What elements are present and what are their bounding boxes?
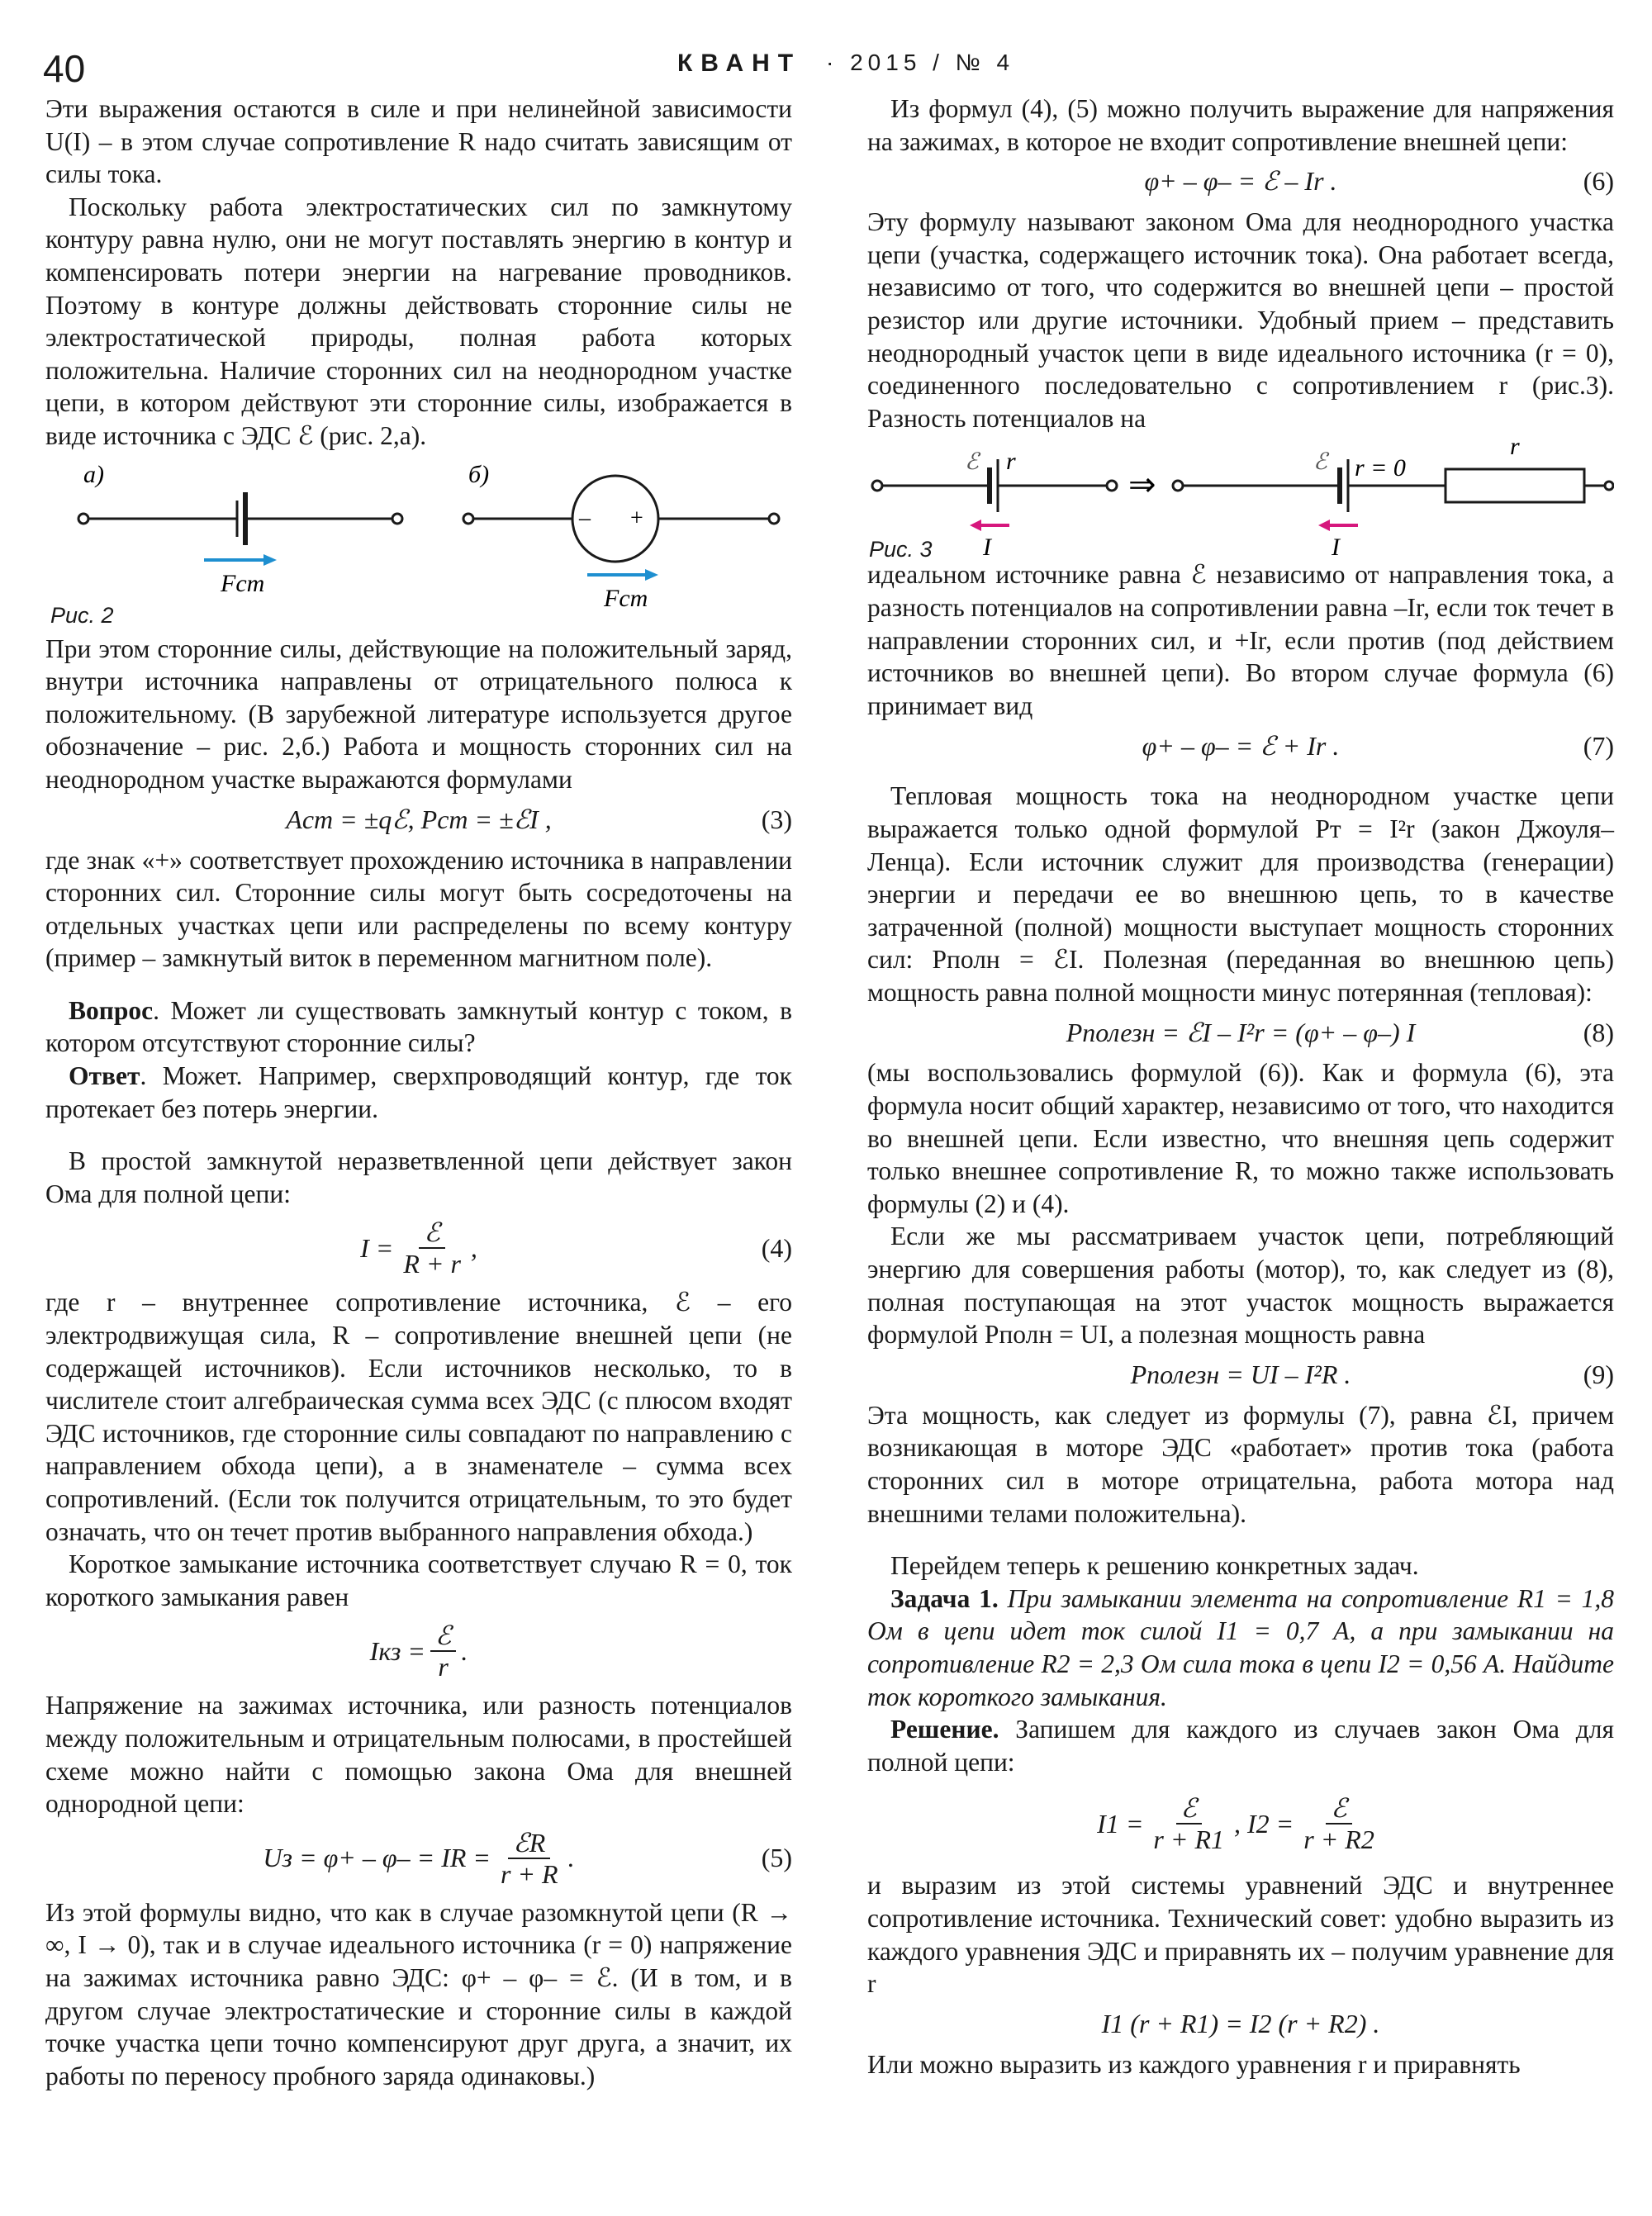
magazine-title: КВАНТ <box>677 50 802 77</box>
terminal <box>1107 481 1117 491</box>
figure-2 <box>45 453 792 633</box>
solution: Решение. Запишем для каждого из случаев закон Ома для полной цепи: <box>867 1715 1614 1777</box>
figure-2-diagram <box>45 453 792 633</box>
paragraph: идеальном источнике равна ℰ независимо от направления тока, а разность потенциалов на сопротивлении равна –Ir, если ток течет в направлении сторонних сил, и +Ir, если против (под действием источников во внешней цепи). Во втором случае формула (6) принимает вид <box>867 560 1614 720</box>
paragraph: Тепловая мощность тока на неоднородном участке цепи выражается только одной формулой Pт = I²r (закон Джоуля–Ленца). Если источник служит для производства (генерации) энергии и передачи ее во внешнюю цепь, то в качестве затраченной (полной) мощности выступает мощность сторонних сил: Pполн = ℰI. Полезная (переданная во внешнюю цепь) мощность равна полной мощности минус потерянная (тепловая): <box>867 781 1614 1007</box>
answer: Ответ. Может. Например, сверхпроводящий контур, где ток протекает без потерь энергии. <box>45 1061 792 1123</box>
issue-label: · 2015 / № 4 <box>826 50 1015 75</box>
source-minus: – <box>579 505 591 531</box>
task-1: Задача 1. При замыкании элемента на сопротивление R1 = 1,8 Ом в цепи идет ток силой I1 = 0,7 А, а при замыкании на сопротивление R2 = 2,3 Ом сила тока в цепи I2 = 0,56 А. Найдите ток короткого замыкания. <box>867 1583 1614 1711</box>
force-label-b: Fст <box>604 584 648 612</box>
fig2-caption: Рис. 2 <box>50 602 114 628</box>
terminal <box>392 514 402 524</box>
terminal <box>463 514 473 524</box>
paragraph: Эти выражения остаются в силе и при нелинейной зависимости U(I) – в этом случае сопротивление R надо считать зависящим от силы тока. <box>45 94 792 189</box>
paragraph: Напряжение на зажимах источника, или разность потенциалов между положительным и отрицательным полюсами, в простейшей схеме можно найти с помощью закона Ома для внешней однородной цепи: <box>45 1691 792 1819</box>
equivalence-arrow: ⇒ <box>1128 466 1156 504</box>
equation-5: Uз = φ+ – φ– = IR = $\frac{\text{ℰR}}{r + R}$ . (5) <box>263 1827 792 1889</box>
fig3-r-label: r <box>1006 448 1016 476</box>
equation-9: Pполезн = UI – I²R . (9) <box>1130 1359 1614 1390</box>
paragraph: Поскольку работа электростатических сил по замкнутому контуру равна нулю, они не могут поставлять энергию в контур и компенсировать потери энергии на нагревание проводников. Поэтому в контуре должны действовать сторонние силы не электростатической природы, полная работа которых положительна. Наличие сторонних сил на неоднородном участке цепи, в котором действуют эти сторонние силы, изображается в виде источника с ЭДС ℰ (рис. 2,а). <box>45 192 792 450</box>
terminal <box>1605 482 1613 490</box>
terminal <box>769 514 779 524</box>
equation-10: I1 (r + R1) = I2 (r + R2) . <box>1101 2008 1380 2038</box>
paragraph: В простой замкнутой неразветвленной цепи действует закон Ома для полной цепи: <box>45 1146 792 1208</box>
force-label-a: Fст <box>221 569 265 597</box>
paragraph: Перейдем теперь к решению конкретных задач. <box>890 1551 1419 1581</box>
paragraph: Из формул (4), (5) можно получить выражение для напряжения на зажимах, в которое не входит сопротивление внешней цепи: <box>867 94 1614 156</box>
paragraph: При этом сторонние силы, действующие на положительный заряд, внутри источника направлены от отрицательного полюса к положительному. (В зарубежной литературе используется другое обозначение – рис. 2,б.) Работа и мощность сторонних сил на неоднородном участке выражаются формулами <box>45 633 792 794</box>
resistor <box>1446 469 1584 502</box>
paragraph: Из этой формулы видно, что как в случае разомкнутой цепи (R → ∞, I → 0), так и в случае идеального источника (r = 0) напряжение на зажимах источника равно ЭДС: φ+ – φ– = ℰ. (И в том, и в другом случае электростатические и сторонние силы в каждой точке участка цепи точно компенсируют друг друга, а значит, их работы по переносу пробного заряда одинаковы.) <box>45 1897 792 2090</box>
paragraph: и выразим из этой системы уравнений ЭДС и внутреннее сопротивление источника. Технический совет: удобно выразить из каждого уравнения ЭДС и приравнять их – получим уравнение для r <box>867 1871 1614 1999</box>
fig3-current-label-2: I <box>1332 534 1340 559</box>
figure-3 <box>867 434 1614 562</box>
equation-8: Pполезн = ℰI – I²r = (φ+ – φ–) I (8) <box>1066 1017 1614 1047</box>
equation-7: φ+ – φ– = ℰ + Ir . (7) <box>1142 730 1614 761</box>
equation-6: φ+ – φ– = ℰ – Ir . (6) <box>1144 166 1614 197</box>
paragraph: Или можно выразить из каждого уравнения r и приравнять <box>867 2049 1521 2079</box>
paragraph: где r – внутреннее сопротивление источника, ℰ – его электродвижущая сила, R – сопротивление внешней цепи (не содержащей источников). Если источников несколько, то в числителе стоит алгебраическая сумма всех ЭДС (с плюсом входят ЭДС источников, где сторонние силы совпадают по направлению с направлением обхода цепи), а в знаменателе – сумма всех сопротивлений. (Если ток получится отрицательным, то это будет означать, что он течет против выбранного направления обхода.) <box>45 1288 792 1546</box>
equation-4: I = $\frac{\text{ℰ}}{R + r}$ , (4) <box>360 1217 792 1279</box>
fig3-current-label: I <box>983 534 991 559</box>
paragraph: Короткое замыкание источника соответствует случаю R = 0, ток короткого замыкания равен <box>45 1549 792 1611</box>
page-number: 40 <box>43 47 86 90</box>
fig3-emf-label: ℰ <box>965 449 979 476</box>
equation-system: I1 = $\frac{\text{ℰ}}{r + R1}$ , I2 = $\frac{\text{ℰ}}{r + R2}$ <box>1097 1793 1374 1855</box>
equation-short-circuit: Iкз = $\frac{\text{ℰ}}{r}$ . <box>369 1620 468 1682</box>
fig3-emf-label-2: ℰ <box>1313 449 1327 476</box>
fig2-label-a: а) <box>83 460 104 488</box>
question: Вопрос. Может ли существовать замкнутый контур с током, в котором отсутствуют сторонние силы? <box>45 995 792 1058</box>
terminal <box>872 481 882 491</box>
terminal <box>1173 481 1183 491</box>
fig3-r0-label: r = 0 <box>1355 454 1406 482</box>
source-plus: + <box>630 505 643 531</box>
left-column <box>45 93 792 2092</box>
paragraph: где знак «+» соответствует прохождению источника в направлении сторонних сил. Сторонние силы могут быть сосредоточены на отдельных участках цепи или распределены по всему контуру (пример – замкнутый виток в переменном магнитном поле). <box>45 845 792 973</box>
paragraph: Эта мощность, как следует из формулы (7), равна ℰI, причем возникающая в моторе ЭДС «работает» против тока (работа сторонних сил в моторе отрицательна, работа мотора над внешними телами положительна). <box>867 1400 1614 1528</box>
paragraph: (мы воспользовались формулой (6)). Как и формула (6), эта формула носит общий характер, независимо от того, что находится во внешней цепи. Если известно, что внешняя цепь содержит только внешнее сопротивление R, то можно также использовать формулы (2) и (4). <box>867 1058 1614 1218</box>
paragraph: Эту формулу называют законом Ома для неоднородного участка цепи (участка, содержащего источник тока). Она работает всегда, независимо от того, что содержится во внешней цепи – простой резистор или другие источники. Удобный прием – представить неоднородный участок цепи в виде идеального источника (r = 0), соединенного последовательно с сопротивлением r (рис.3). Разность потенциалов на <box>867 207 1614 433</box>
paragraph: Если же мы рассматриваем участок цепи, потребляющий энергию для совершения работы (мотор), то, как следует из (8), полная поступающая на этот участок мощность выражается формулой Pполн = UI, а полезная мощность равна <box>867 1222 1614 1350</box>
fig3-resistor-label: r <box>1510 434 1520 461</box>
equation-3: Aст = ±qℰ, Pст = ±ℰI , (3) <box>286 804 792 834</box>
fig2-label-b: б) <box>468 460 490 488</box>
terminal <box>78 514 88 524</box>
figure-3-diagram <box>867 434 1614 558</box>
fig3-caption: Рис. 3 <box>869 537 933 562</box>
right-column <box>867 93 1614 2081</box>
